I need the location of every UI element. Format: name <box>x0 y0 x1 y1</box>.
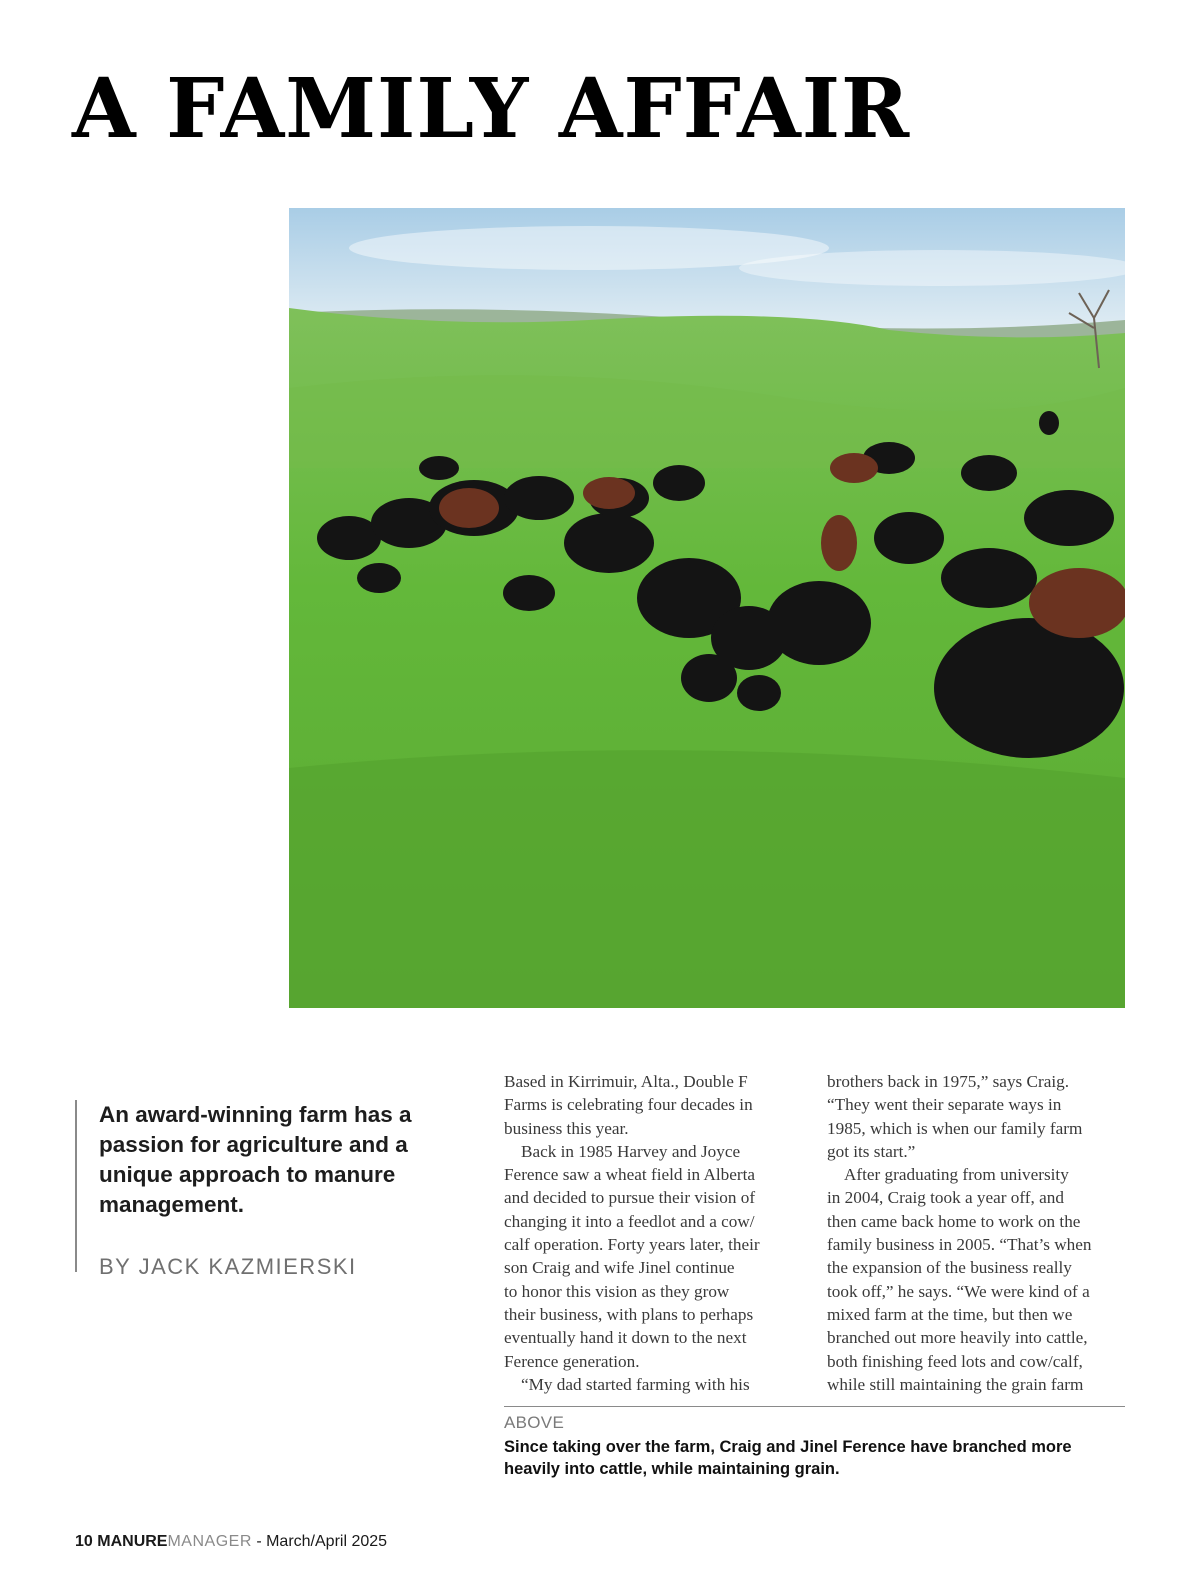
body-line: family business in 2005. “That’s when <box>827 1235 1092 1255</box>
body-line: their business, with plans to perhaps <box>504 1304 754 1324</box>
cattle-photo <box>289 208 1125 1008</box>
body-line: the expansion of the business really <box>827 1258 1072 1278</box>
headline: A FAMILY AFFAIR <box>72 61 911 157</box>
body-line: After graduating from university <box>844 1165 1069 1185</box>
body-line: mixed farm at the time, but then we <box>827 1304 1073 1324</box>
body-line: Back in 1985 Harvey and Joyce <box>521 1141 741 1161</box>
caption-divider <box>504 1406 1125 1407</box>
cattle-pasture-image <box>289 208 1125 1008</box>
body-line: eventually hand it down to the next <box>504 1328 747 1348</box>
byline: BY JACK KAZMIERSKI <box>99 1254 357 1279</box>
article-deck <box>75 1100 435 1279</box>
page-footer <box>75 1533 387 1551</box>
caption-label: ABOVE <box>504 1413 565 1432</box>
body-line: changing it into a feedlot and a cow/ <box>504 1211 755 1231</box>
body-line: took off,” he says. “We were kind of a <box>827 1281 1090 1301</box>
body-line: both finishing feed lots and cow/calf, <box>827 1351 1083 1371</box>
body-line: son Craig and wife Jinel continue <box>504 1258 735 1278</box>
magazine-name-part1: MANURE <box>97 1533 168 1550</box>
body-column-2 <box>827 1070 1127 1396</box>
body-line: “My dad started farming with his <box>521 1374 750 1394</box>
body-line: then came back home to work on the <box>827 1211 1081 1231</box>
body-line: calf operation. Forty years later, their <box>504 1235 760 1255</box>
deck-text: An award-winning farm has a passion for agriculture and a unique approach to manure management. <box>99 1102 412 1217</box>
body-line: Based in Kirrimuir, Alta., Double F <box>504 1072 748 1091</box>
body-line: Ference saw a wheat field in Alberta <box>504 1165 756 1185</box>
body-line: got its start.” <box>827 1141 916 1161</box>
body-line: Farms is celebrating four decades in <box>504 1095 753 1115</box>
body-line: business this year. <box>504 1118 629 1138</box>
body-line: Ference generation. <box>504 1351 640 1371</box>
body-line: branched out more heavily into cattle, <box>827 1328 1088 1348</box>
body-line: 1985, which is when our family farm <box>827 1118 1083 1138</box>
body-line: and decided to pursue their vision of <box>504 1188 756 1208</box>
body-line: in 2004, Craig took a year off, and <box>827 1188 1064 1208</box>
body-line: to honor this vision as they grow <box>504 1281 730 1301</box>
body-line: brothers back in 1975,” says Craig. <box>827 1072 1070 1091</box>
page-number: 10 <box>75 1533 93 1550</box>
body-column-1 <box>504 1070 804 1396</box>
body-line: while still maintaining the grain farm <box>827 1374 1084 1394</box>
magazine-name-part2: MANAGER <box>167 1533 252 1550</box>
caption-text: Since taking over the farm, Craig and Jinel Ference have branched more heavily into cattle, while maintaining grain. <box>504 1438 1072 1478</box>
body-line: “They went their separate ways in <box>827 1095 1062 1115</box>
issue-date: - March/April 2025 <box>256 1533 388 1550</box>
